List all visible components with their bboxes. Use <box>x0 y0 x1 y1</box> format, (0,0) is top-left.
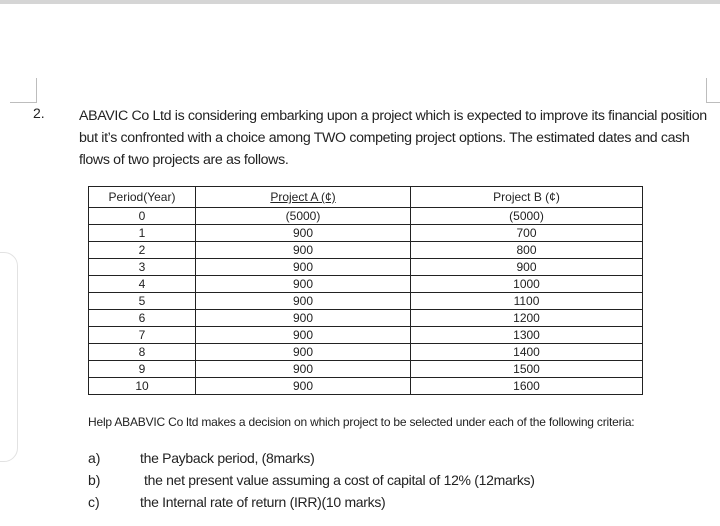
criteria-item <box>88 491 688 513</box>
cell-period: 10 <box>89 378 196 395</box>
table-row <box>89 378 643 395</box>
cell-project-b: 1000 <box>411 276 643 293</box>
cell-period: 0 <box>89 208 196 225</box>
help-instruction: Help ABABVIC Co ltd makes a decision on which project to be selected under each of the following criteria: <box>88 415 635 429</box>
cell-project-b: 700 <box>411 225 643 242</box>
criteria-text: the net present value assuming a cost of capital of 12% (12marks) <box>144 472 535 488</box>
table-row <box>89 344 643 361</box>
cell-period: 7 <box>89 327 196 344</box>
table-row <box>89 225 643 242</box>
cell-project-b: 1500 <box>411 361 643 378</box>
page-corner-mark-right <box>706 78 720 103</box>
cell-project-a: 900 <box>196 378 411 395</box>
cell-project-a: 900 <box>196 293 411 310</box>
table-header-row <box>89 187 643 208</box>
cell-project-b: 900 <box>411 259 643 276</box>
question-intro: ABAVIC Co Ltd is considering embarking upon a project which is expected to improve its financial position but it’s confronted with a choice among TWO competing project options. The estimated dates and cash flows of two projects are as follows. <box>79 108 707 168</box>
cell-project-b: 800 <box>411 242 643 259</box>
cell-project-b: 1600 <box>411 378 643 395</box>
criteria-label: c) <box>88 494 100 510</box>
cell-project-a: 900 <box>196 327 411 344</box>
cell-project-b: 1200 <box>411 310 643 327</box>
cell-period: 1 <box>89 225 196 242</box>
cell-period: 2 <box>89 242 196 259</box>
table-row <box>89 361 643 378</box>
table-row <box>89 259 643 276</box>
criteria-label: b) <box>88 472 101 488</box>
cell-project-a: 900 <box>196 242 411 259</box>
page-corner-mark-left <box>10 78 37 103</box>
cell-period: 5 <box>89 293 196 310</box>
cell-project-a: 900 <box>196 225 411 242</box>
criteria-item <box>88 447 688 469</box>
question-number: 2. <box>33 105 45 121</box>
header-project-b: Project B (¢) <box>411 187 643 208</box>
cell-project-a: 900 <box>196 259 411 276</box>
header-project-a: Project A (¢) <box>196 187 411 208</box>
table-row <box>89 276 643 293</box>
cell-project-a: 900 <box>196 310 411 327</box>
table-row <box>89 208 643 225</box>
cell-period: 6 <box>89 310 196 327</box>
header-period: Period(Year) <box>89 187 196 208</box>
side-panel-tab[interactable] <box>0 252 18 462</box>
cell-project-a: 900 <box>196 344 411 361</box>
cell-period: 8 <box>89 344 196 361</box>
cell-project-b: 1100 <box>411 293 643 310</box>
criteria-label: a) <box>88 450 101 466</box>
top-border <box>0 0 720 4</box>
cell-project-b: (5000) <box>411 208 643 225</box>
cash-flow-table <box>88 186 643 395</box>
cell-period: 9 <box>89 361 196 378</box>
criteria-text: the Internal rate of return (IRR)(10 marks) <box>140 494 386 510</box>
table-row <box>89 242 643 259</box>
cell-project-b: 1300 <box>411 327 643 344</box>
criteria-list <box>88 447 688 513</box>
cell-project-a: 900 <box>196 361 411 378</box>
table-row <box>89 327 643 344</box>
cell-project-a: 900 <box>196 276 411 293</box>
criteria-item <box>88 469 688 491</box>
cell-period: 3 <box>89 259 196 276</box>
table-row <box>89 310 643 327</box>
cell-project-b: 1400 <box>411 344 643 361</box>
criteria-text: the Payback period, (8marks) <box>140 450 315 466</box>
table-row <box>89 293 643 310</box>
cell-period: 4 <box>89 276 196 293</box>
cell-project-a: (5000) <box>196 208 411 225</box>
